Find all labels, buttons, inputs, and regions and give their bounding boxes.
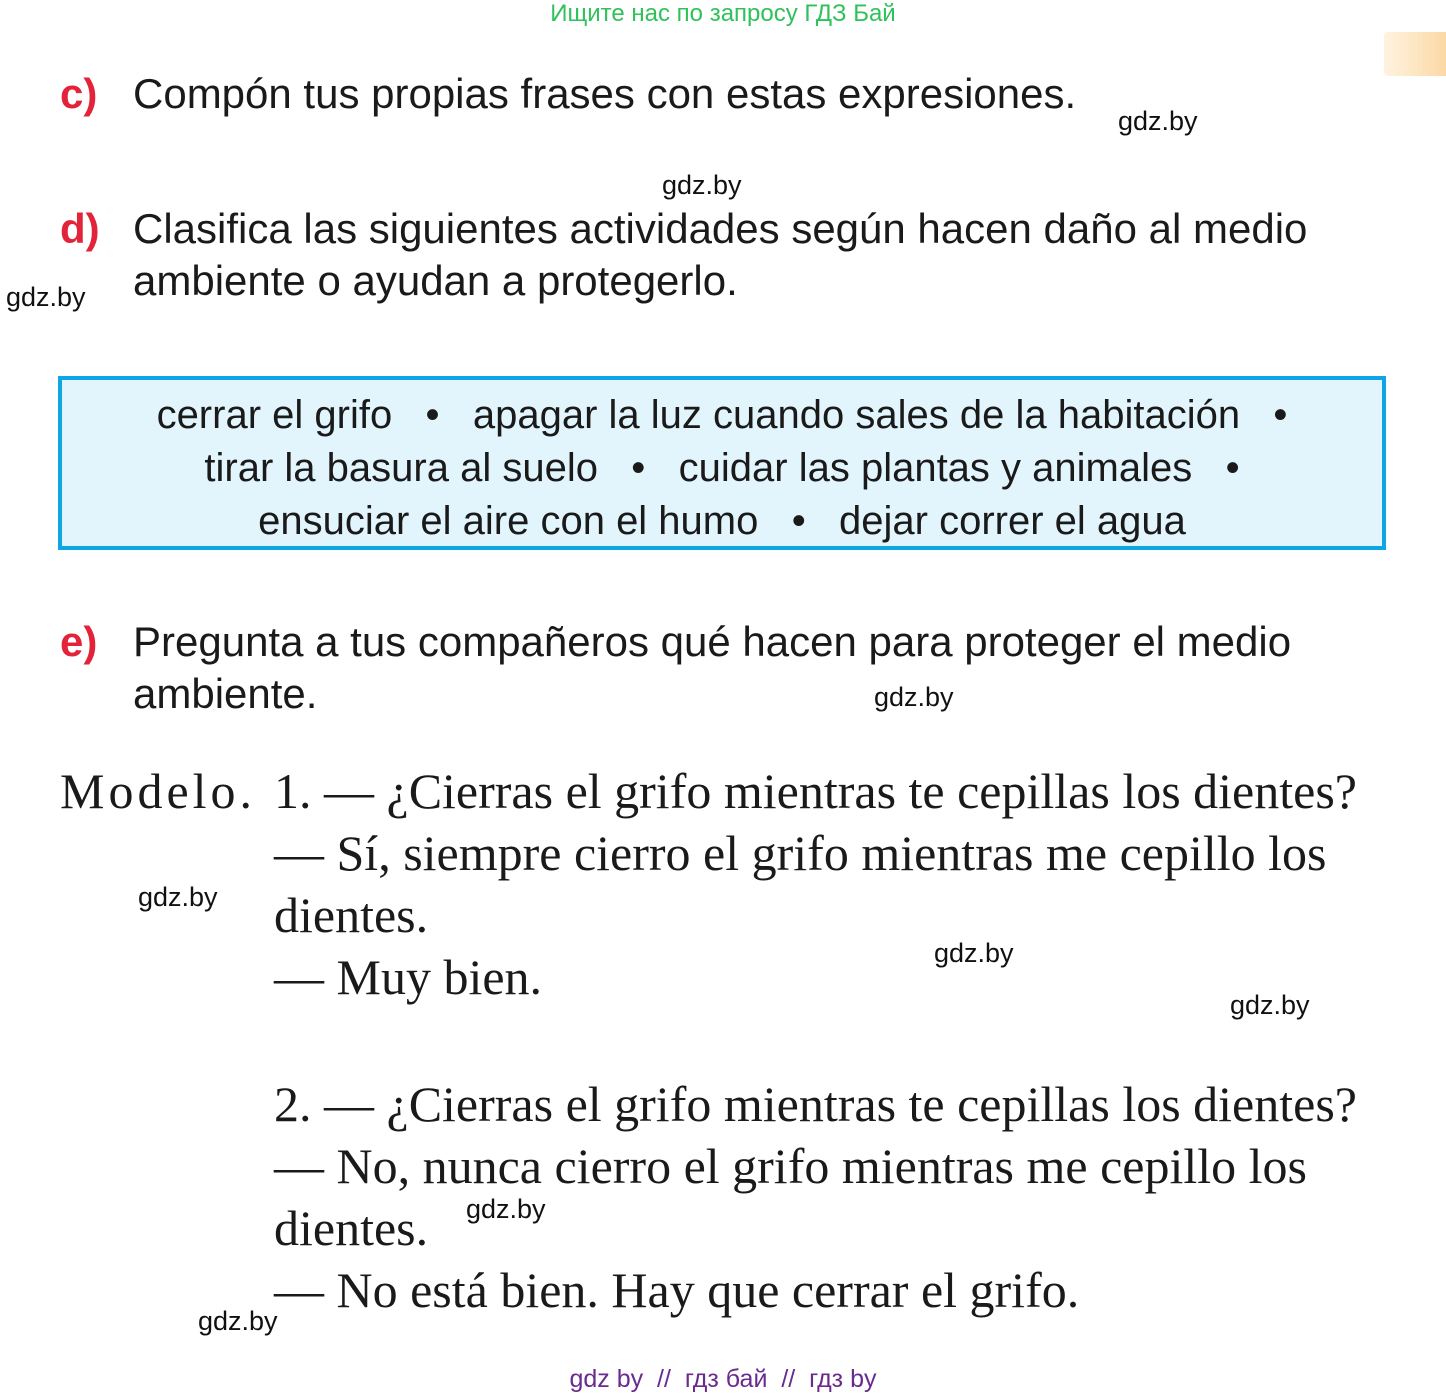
watermark: gdz.by (874, 682, 954, 712)
watermark: gdz.by (466, 1194, 546, 1224)
task-e-line1: Pregunta a tus compañeros qué hacen para proteger el medio (133, 618, 1292, 665)
task-d-letter: d) (60, 205, 100, 252)
watermark: gdz.by (662, 170, 742, 200)
footer-links: gdz by // гдз бай // гдз by (569, 1365, 877, 1393)
watermark: gdz.by (934, 938, 1014, 968)
corner-tab (1384, 32, 1446, 76)
watermark: gdz.by (1230, 990, 1310, 1020)
activities-line-1: cerrar el grifo • apagar la luz cuando sales de la habitación • (156, 393, 1288, 437)
top-banner: Ищите нас по запросу ГДЗ Бай (550, 0, 896, 27)
task-c-letter: c) (60, 70, 98, 117)
example2-answer-line2: dientes. (274, 1200, 429, 1256)
task-e-line2: ambiente. (133, 670, 318, 717)
activities-line-3: ensuciar el aire con el humo • dejar correr el agua (258, 499, 1186, 543)
activities-box (58, 376, 1386, 550)
watermark: gdz.by (1118, 106, 1198, 136)
activities-line-2: tirar la basura al suelo • cuidar las plantas y animales • (204, 446, 1240, 490)
example2-answer-line1: — No, nunca cierro el grifo mientras me cepillo los (274, 1138, 1308, 1194)
example1-response: — Muy bien. (274, 949, 543, 1005)
example2-response: — No está bien. Hay que cerrar el grifo. (274, 1262, 1080, 1318)
example1-answer-line2: dientes. (274, 887, 429, 943)
example2-question: 2. — ¿Cierras el grifo mientras te cepillas los dientes? (274, 1076, 1357, 1132)
watermark: gdz.by (198, 1306, 278, 1336)
watermark: gdz.by (6, 282, 86, 312)
example1-question: 1. — ¿Cierras el grifo mientras te cepillas los dientes? (274, 763, 1357, 819)
task-d-line1: Clasifica las siguientes actividades según hacen daño al medio (133, 205, 1308, 252)
modelo-label: Modelo. (60, 763, 257, 819)
example1-answer-line1: — Sí, siempre cierro el grifo mientras me cepillo los (274, 825, 1327, 881)
watermark: gdz.by (138, 882, 218, 912)
task-d-line2: ambiente o ayudan a protegerlo. (133, 257, 738, 304)
task-e-letter: e) (60, 618, 98, 665)
task-c-text: Compón tus propias frases con estas expresiones. (133, 70, 1077, 117)
